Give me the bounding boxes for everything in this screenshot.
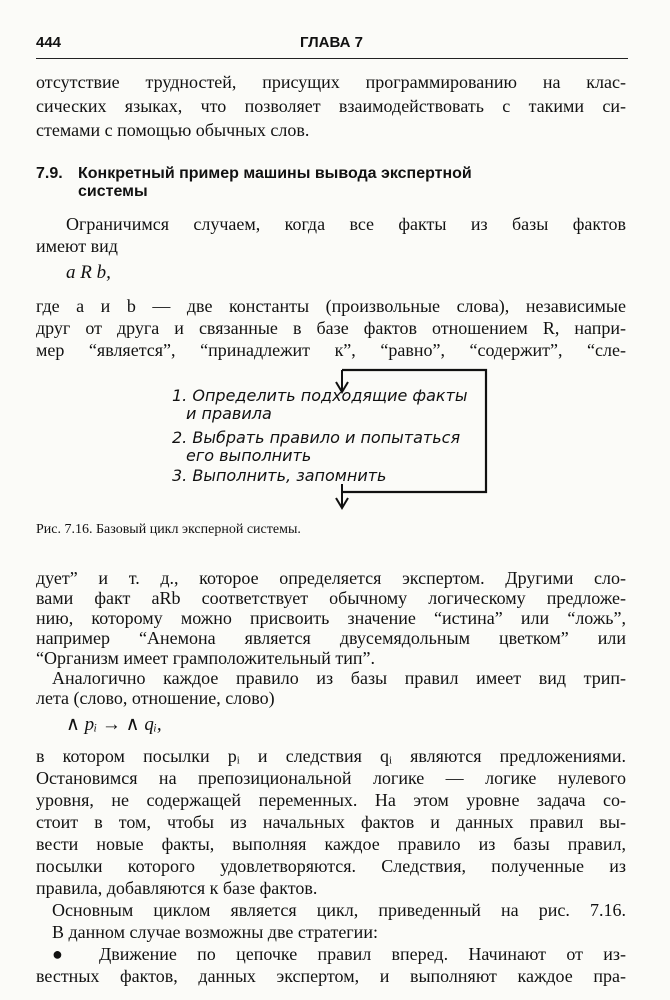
para3-line-4: например “Анемона является двусемядольным цветком” или <box>36 628 626 648</box>
para6-line-2: В данном случае возможны две стратегии: <box>52 922 378 942</box>
section-title-line-2: системы <box>78 183 148 200</box>
running-head: ГЛАВА 7 <box>300 34 363 51</box>
intro-line-3: стемами с помощью обычных слов. <box>36 120 310 140</box>
figure-step-1: 1. Определить подходящие факты <box>172 386 468 405</box>
para7-line-2: вестных фактов, данных экспертом, и выполняют каждое пра- <box>36 966 626 986</box>
formula-rule: ∧ pᵢ → ∧ qᵢ, <box>66 714 162 735</box>
para2-line-2: друг от друга и связанные в базе фактов отношением R, напри- <box>36 318 626 338</box>
section-title-line-1: Конкретный пример машины вывода экспертной <box>78 165 472 182</box>
figure-caption: Рис. 7.16. Базовый цикл эксперной системы. <box>36 522 301 537</box>
para5-line-2: Остановимся на препозициональной логике — логике нулевого <box>36 768 626 788</box>
figure-step-1-cont: и правила <box>186 404 272 423</box>
para5-line-7: правила, добавляются к базе фактов. <box>36 878 318 898</box>
para3-line-5: “Организм имеет грамположительный тип”. <box>36 648 376 668</box>
para6-line-1: Основным циклом является цикл, приведенный на рис. 7.16. <box>52 900 626 920</box>
page-number: 444 <box>36 34 62 51</box>
para5-line-3: уровня, не содержащей переменных. На этом уровне задача со- <box>36 790 626 810</box>
para1-line-1: Ограничимся случаем, когда все факты из базы фактов <box>66 214 626 234</box>
formula-aRb: a R b, <box>66 262 111 283</box>
para2-line-1: где a и b — две константы (произвольные слова), независимые <box>36 296 626 316</box>
para5-line-6: посылки которого удовлетворяются. Следствия, полученные из <box>36 856 626 876</box>
figure-step-2: 2. Выбрать правило и попытаться <box>172 428 461 447</box>
para4-line-2: лета (слово, отношение, слово) <box>36 688 275 708</box>
figure-step-3: 3. Выполнить, запомнить <box>172 466 387 485</box>
para5-line-5: вести новые факты, выполняя каждое правило из базы правил, <box>36 834 626 854</box>
section-number: 7.9. <box>36 165 63 182</box>
header-rule <box>36 58 628 59</box>
figure-step-2-cont: его выполнить <box>186 446 312 465</box>
para3-line-2: вами факт aRb соответствует обычному логическому предложе- <box>36 588 626 608</box>
intro-line-1: отсутствие трудностей, присущих программированию на клас- <box>36 72 626 92</box>
para1-line-2: имеют вид <box>36 236 118 256</box>
para4-line-1: Аналогично каждое правило из базы правил имеет вид трип- <box>52 668 626 688</box>
para7-line-1: ● Движение по цепочке правил вперед. Начинают от из- <box>52 944 626 964</box>
intro-line-2: сических языках, что позволяет взаимодействовать с такими си- <box>36 96 626 116</box>
para3-line-1: дует” и т. д., которое определяется экспертом. Другими сло- <box>36 568 626 588</box>
para2-line-3: мер “является”, “принадлежит к”, “равно”, “содержит”, “сле- <box>36 340 626 360</box>
para5-line-4: стоит в том, чтобы из начальных фактов и данных правил вы- <box>36 812 626 832</box>
para3-line-3: нию, которому можно присвоить значение “истина” или “ложь”, <box>36 608 626 628</box>
para5-line-1: в котором посылки pᵢ и следствия qᵢ являются предложениями. <box>36 746 626 766</box>
